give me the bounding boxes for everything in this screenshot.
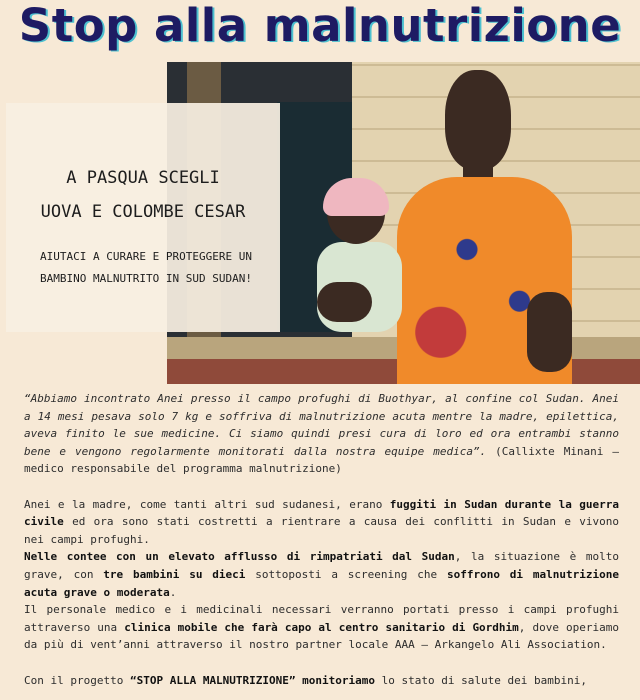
quote-paragraph [24, 390, 619, 478]
paragraph-2-bold-c: tre bambini su dieci [103, 567, 246, 581]
paragraph-4-bold: “STOP ALLA MALNUTRIZIONE” monitoriamo [129, 673, 376, 687]
woman-head-shape [445, 70, 511, 170]
paragraph-1 [24, 496, 619, 549]
paragraph-2-text-f: . [169, 585, 177, 599]
paragraph-4 [24, 672, 619, 690]
paragraph-3 [24, 601, 619, 654]
paragraph-1-text-end: ed ora sono stati costretti a rientrare a causa dei conflitti in Sudan e vivono nei campi profughi. [24, 515, 619, 546]
woman-arm-shape [527, 292, 572, 372]
paragraph-3-text-end: , dove operiamo da più di vent’anni attraverso il nostro partner locale AAA – Arkangelo Ali Association. [24, 620, 619, 652]
paragraph-1-text: Anei e la madre, come tanti altri sud sudanesi, erano [24, 497, 390, 511]
paragraph-2-bold-e: soffrono di malnutrizione acuta grave o moderata [24, 567, 619, 599]
paragraph-2-text-b: , la situazione è molto grave, con [24, 550, 619, 581]
quote-text: “Abbiamo incontrato Anei presso il campo profughi di Buothyar, al confine col Sudan. Anei a 14 mesi pesava solo 7 kg e soffriva di malnutrizione acuta mentre la madre, epilettica, aveva finito le sue medicine. Ci siamo quindi presi cura di loro ed ora entrambi stanno bene e vengono regolarmente monitorati dalla nostra equipe medica”. [24, 392, 619, 458]
campaign-heading-line2: UOVA E COLOMBE CESAR [40, 202, 246, 222]
campaign-subheading-line1: AIUTACI A CURARE E PROTEGGERE UN [40, 250, 252, 263]
paragraph-2-text-d: sottoposti a screening che [245, 567, 447, 581]
campaign-subheading-line2: BAMBINO MALNUTRITO IN SUD SUDAN! [40, 272, 252, 285]
article-body [24, 390, 619, 689]
paragraph-1-bold: fuggiti in Sudan durante la guerra civile [24, 497, 620, 529]
paragraph-2-bold-a: Nelle contee con un elevato afflusso di rimpatriati dal Sudan [24, 550, 455, 564]
campaign-overlay-box [6, 103, 280, 332]
paragraph-4-text: Con il progetto [24, 673, 130, 687]
paragraph-2 [24, 548, 619, 601]
paragraph-3-bold: clinica mobile che farà capo al centro sanitario di Gordhim [124, 620, 519, 634]
page-title: Stop alla malnutrizione [18, 0, 622, 52]
campaign-heading-line1: A PASQUA SCEGLI [66, 168, 220, 188]
paragraph-3-text: Il personale medico e i medicinali necessari verranno portati presso i campi profughi attraverso una [24, 603, 619, 634]
campaign-subheading [12, 246, 280, 290]
quote-attribution: (Callixte Minani – medico responsabile del programma malnutrizione) [24, 444, 619, 476]
mother-hand-shape [317, 282, 372, 322]
campaign-heading [6, 161, 280, 229]
paragraph-4-text-end: lo stato di salute dei bambini, [375, 673, 587, 687]
